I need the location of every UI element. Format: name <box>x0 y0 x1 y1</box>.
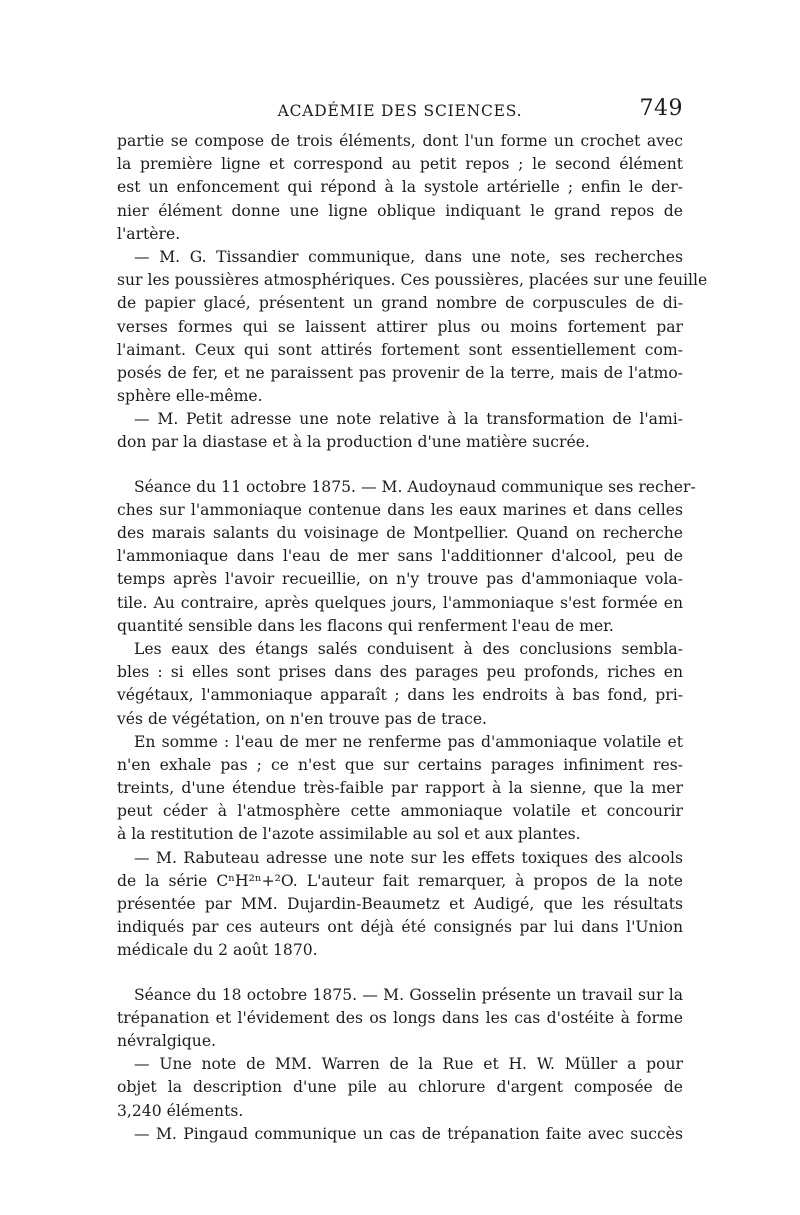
text-line: vés de végétation, on n'en trouve pas de trace. <box>117 709 488 728</box>
text-line: de papier glacé, présentent un grand nombre de corpuscules de di- <box>117 294 683 313</box>
text-line: bles : si elles sont prises dans des parages peu profonds, riches en <box>117 663 683 682</box>
text-line: partie se compose de trois éléments, dont l'un forme un crochet avec <box>117 132 683 150</box>
text-line: — M. G. Tissandier communique, dans une note, ses recherches <box>134 247 683 266</box>
text-line: à la restitution de l'azote assimilable au sol et aux plantes. <box>117 825 581 844</box>
running-head: ACADÉMIE DES SCIENCES. <box>277 102 523 120</box>
text-line: temps après l'avoir recueillie, on n'y trouve pas d'ammoniaque vola- <box>117 570 683 589</box>
text-line: indiqués par ces auteurs ont déjà été consignés par lui dans l'Union <box>117 918 683 937</box>
text-line: Séance du 18 octobre 1875. — M. Gosselin présente un travail sur la <box>134 985 683 1004</box>
text-line: nier élément donne une ligne oblique indiquant le grand repos de <box>117 201 683 220</box>
text-line: — M. Rabuteau adresse une note sur les effets toxiques des alcools <box>134 848 683 867</box>
text-line: objet la description d'une pile au chlorure d'argent composée de <box>117 1078 683 1097</box>
page-header <box>117 96 683 130</box>
text-line: 3,240 éléments. <box>117 1101 244 1120</box>
text-line: verses formes qui se laissent attirer plus ou moins fortement par <box>117 317 683 336</box>
text-line: — Une note de MM. Warren de la Rue et H. W. Müller a pour <box>134 1055 683 1074</box>
text-line: tile. Au contraire, après quelques jours, l'ammoniaque s'est formée en <box>117 593 683 612</box>
text-line: Séance du 11 octobre 1875. — M. Audoynaud communique ses recher- <box>134 477 696 496</box>
text-line: don par la diastase et à la production d'une matière sucrée. <box>117 433 590 452</box>
text-section <box>117 476 696 963</box>
page-number: 749 <box>639 96 683 121</box>
text-line: quantité sensible dans les flacons qui renferment l'eau de mer. <box>117 616 614 635</box>
text-section <box>117 984 683 1146</box>
text-section <box>117 130 708 455</box>
text-line: sur les poussières atmosphériques. Ces poussières, placées sur une feuille <box>117 271 708 290</box>
text-line: l'aimant. Ceux qui sont attirés fortement sont essentiellement com- <box>117 340 683 359</box>
section-gap <box>117 455 683 476</box>
text-line: des marais salants du voisinage de Montpellier. Quand on recherche <box>117 524 683 542</box>
text-line: sphère elle-même. <box>117 387 263 406</box>
text-line: treints, d'une étendue très-faible par rapport à la sienne, que la mer <box>117 779 683 798</box>
text-line: ches sur l'ammoniaque contenue dans les eaux marines et dans celles <box>117 500 683 519</box>
text-line: trépanation et l'évidement des os longs dans les cas d'ostéite à forme <box>117 1008 683 1027</box>
text-line: — M. Petit adresse une note relative à la transformation de l'ami- <box>134 410 683 429</box>
text-line: névralgique. <box>117 1031 216 1050</box>
body-text <box>117 130 708 1146</box>
text-line: présentée par MM. Dujardin-Beaumetz et Audigé, que les résultats <box>117 895 683 913</box>
text-line: la première ligne et correspond au petit repos ; le second élément <box>117 155 683 174</box>
text-line: est un enfoncement qui répond à la systole artérielle ; enfin le der- <box>117 178 683 197</box>
text-line: l'ammoniaque dans l'eau de mer sans l'additionner d'alcool, peu de <box>117 547 683 566</box>
text-line: — M. Pingaud communique un cas de trépanation faite avec succès <box>134 1124 683 1143</box>
text-line: médicale du 2 août 1870. <box>117 941 318 960</box>
text-line: végétaux, l'ammoniaque apparaît ; dans les endroits à bas fond, pri- <box>117 686 683 705</box>
text-line: peut céder à l'atmosphère cette ammoniaque volatile et concourir <box>117 802 683 821</box>
section-gap <box>117 963 683 984</box>
text-line: En somme : l'eau de mer ne renferme pas d'ammoniaque volatile et <box>134 732 683 751</box>
text-line: l'artère. <box>117 224 181 243</box>
text-line: n'en exhale pas ; ce n'est que sur certains parages infiniment res- <box>117 755 683 774</box>
text-line: de la série CⁿH²ⁿ+²O. L'auteur fait remarquer, à propos de la note <box>117 871 683 890</box>
text-line: posés de fer, et ne paraissent pas provenir de la terre, mais de l'atmo- <box>117 363 683 382</box>
text-line: Les eaux des étangs salés conduisent à des conclusions sembla- <box>134 639 683 658</box>
